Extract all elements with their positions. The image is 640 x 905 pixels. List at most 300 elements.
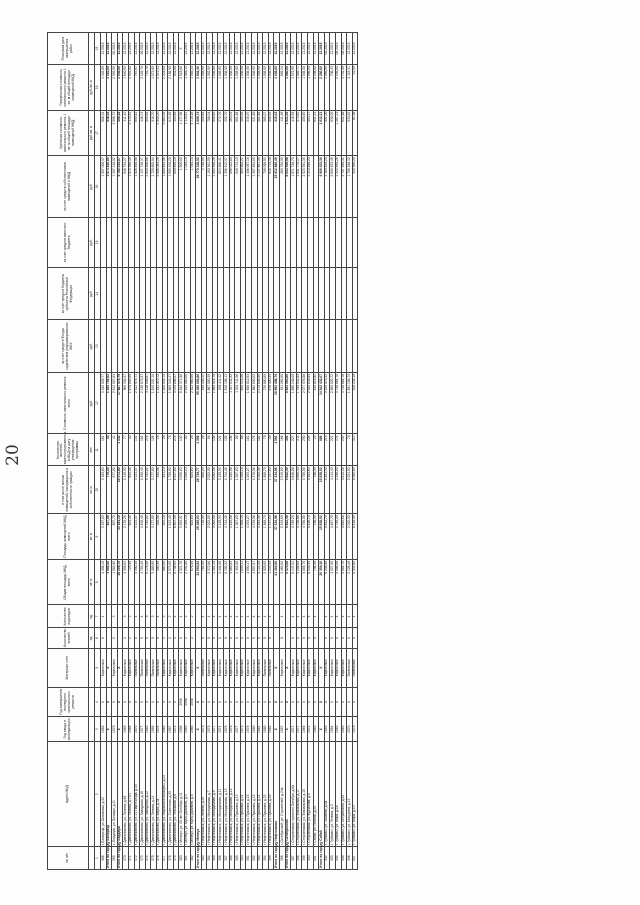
table-cell: X (307, 687, 313, 717)
table-cell: 1 038,00 (201, 65, 207, 111)
table-cell: 2 088 093,25 (156, 156, 162, 218)
table-cell: 4 758,66 (296, 514, 302, 560)
table-cell: Кирпичные (190, 648, 196, 687)
table-cell: 931,55 (173, 65, 179, 111)
table-cell: 2 136 872,97 (140, 372, 146, 434)
table-cell: 28 739,77 (196, 466, 202, 514)
table-cell: X (352, 687, 358, 717)
unit-cell: кв. м (89, 514, 95, 560)
table-cell: 5 (101, 628, 107, 649)
table-cell: 1989 (151, 717, 157, 742)
table-cell: 5 (212, 628, 218, 649)
table-cell: 5 383,60 (307, 466, 313, 514)
column-header: Предельная стоимость капитального ремонта 1 кв. м общей площади помещений МКД (48, 65, 89, 111)
table-cell: Кирпичные (291, 648, 297, 687)
table-cell: Кирпичные (101, 648, 107, 687)
table-cell: г. Нефтекамск, ул. Ленина, д.20 (201, 742, 207, 847)
table-cell: 1 550,16 (240, 514, 246, 560)
table-cell: 4 744,48 (224, 466, 230, 514)
table-cell: 5 (224, 628, 230, 649)
table-cell: 08.2015 (112, 33, 118, 65)
table-cell: 16 952 498,76 (274, 372, 280, 434)
table-cell: 404 (335, 847, 341, 870)
table-cell: 4 (156, 605, 162, 628)
table-cell: 382 (190, 847, 196, 870)
table-cell: Кирпичные (335, 648, 341, 687)
table-cell: 1982 (145, 717, 151, 742)
table-cell: 195 440,12 (201, 372, 207, 434)
table-cell: 930,82 (347, 110, 353, 156)
table-cell: 14 542 432,07 (319, 372, 325, 434)
table-cell: 1 891 186,70 (347, 372, 353, 434)
table-cell: 1975 (201, 717, 207, 742)
table-cell: г. Сибай, ул. Ленина, д.20 (313, 742, 319, 847)
table-cell: 2 (162, 605, 168, 628)
table-cell: 20 356,10 (319, 559, 325, 605)
table-cell: 1970 (347, 717, 353, 742)
table-cell: Панельные (201, 648, 207, 687)
unit-cell: кв. м (89, 466, 95, 514)
table-cell: 12.2015 (162, 33, 168, 65)
table-cell: X (313, 687, 319, 717)
table-cell: 176 (252, 434, 258, 466)
table-cell: 403 (330, 847, 336, 870)
table-cell: 1987 (280, 717, 286, 742)
table-cell: 5 (235, 628, 241, 649)
column-header: Год ввода в эксплуатацию (48, 717, 89, 742)
table-cell: X (246, 687, 252, 717)
table-cell: 12.2015 (134, 33, 140, 65)
table-cell: 181 (246, 434, 252, 466)
table-cell: 1970 (134, 717, 140, 742)
table-cell: 1 904,40 (196, 65, 202, 111)
table-cell: 3 350,10 (134, 559, 140, 605)
table-cell: 4 (352, 605, 358, 628)
table-cell: Кирпичные (313, 648, 319, 687)
table-cell: 29 372,80 (117, 466, 123, 514)
table-cell: 1 888,70 (263, 466, 269, 514)
table-cell: Итого по городу Белорецк (106, 824, 111, 868)
table-cell: Панельные (134, 648, 140, 687)
table-cell: 3 329 075,32 (324, 372, 330, 434)
table-cell: 1 477,58 (179, 110, 185, 156)
table-cell: 1 799 541,84 (296, 372, 302, 434)
column-header: Адрес МКД (48, 742, 89, 847)
table-cell: 690,42 (134, 110, 140, 156)
table-cell: 2008 (190, 687, 196, 717)
table-cell: 4 (218, 605, 224, 628)
table-cell: 1 387,80 (235, 466, 241, 514)
table-cell: 1 750,90 (168, 466, 174, 514)
table-cell: 1 725 693,54 (151, 156, 157, 218)
table-cell: 6 045,99 (307, 559, 313, 605)
table-cell: 12.2015 (207, 33, 213, 65)
table-cell: 38 206,70 (117, 559, 123, 605)
table-cell: 2 031,50 (347, 466, 353, 514)
table-cell: 2 (168, 605, 174, 628)
table-cell: 29 (190, 434, 196, 466)
table-cell: 1962 (162, 717, 168, 742)
table-cell: 505,62 (212, 110, 218, 156)
table-cell: 1 659 018,78 (212, 372, 218, 434)
table-cell: 400 (307, 847, 313, 870)
table-cell: 12.2015 (173, 33, 179, 65)
table-cell: 12.2015 (184, 33, 190, 65)
table-cell: 4 (252, 605, 258, 628)
table-cell: г. Нефтекамск, ул. Пушкина, д.21 (257, 742, 263, 847)
table-cell: X (341, 687, 347, 717)
table-cell: 1 038,00 (252, 65, 258, 111)
table-cell: 2 084,35 (162, 110, 168, 156)
table-cell: 1 356 912,07 (224, 156, 230, 218)
table-cell: 1977 (235, 717, 241, 742)
table-cell: 638,34 (106, 110, 112, 156)
table-cell: 1982 (268, 717, 274, 742)
table-cell: 5 (257, 628, 263, 649)
table-cell: 397 (291, 847, 297, 870)
table-cell: 3 125,03 (218, 514, 224, 560)
table-cell: Кирпичные (128, 648, 134, 687)
column-header: за счет средств бюджета субъекта Российской Федерации (48, 268, 89, 320)
table-cell: 1963 (184, 717, 190, 742)
table-cell: 676,40 (190, 559, 196, 605)
column-index-cell: 19 (95, 33, 101, 65)
table-cell: 3 177,90 (151, 466, 157, 514)
table-cell: 6 470,08 (285, 559, 291, 605)
column-header: Количество жителей, зарегистрированных в МКД на дату утверждения программы (48, 434, 89, 466)
table-cell: 211 (296, 434, 302, 466)
table-cell: 1 871 728,79 (291, 156, 297, 218)
table-cell: 2 (112, 628, 118, 649)
table-cell: 1 137,90 (268, 466, 274, 514)
table-cell: 1 493,05 (235, 559, 241, 605)
table-cell: 1 432,00 (101, 65, 107, 111)
table-cell: 5 (246, 628, 252, 649)
table-cell: 1969 (123, 717, 129, 742)
table-cell: 141,86 (280, 110, 286, 156)
table-cell: 12.2015 (123, 33, 129, 65)
table-cell: 12.2015 (347, 33, 353, 65)
table-cell: Панельные (263, 648, 269, 687)
table-cell: 08.2015 (341, 33, 347, 65)
table-cell: 1 572,90 (291, 65, 297, 111)
table-cell: 385 (212, 847, 218, 870)
table-cell: г. Туймазы, ул. Мира, д.10 (352, 742, 358, 847)
table-cell: 1 045,14 (190, 156, 196, 218)
table-cell: 140 (179, 434, 185, 466)
table-cell: 491 260,60 (280, 372, 286, 434)
unit-cell: чел. (89, 434, 95, 466)
table-cell: Кирпичные (112, 648, 118, 687)
table-cell: 1 640,00 (123, 65, 129, 111)
table-cell: 182 (257, 434, 263, 466)
table-cell: г. Давлеканово, ул. Тельмана, д.6 (173, 742, 179, 847)
table-cell: г. Давлеканово, ул. Мира, д.7а (156, 742, 162, 847)
table-cell: 5 632,70 (324, 514, 330, 560)
table-cell: 1 093 439,25 (168, 156, 174, 218)
table-cell: 2 029,10 (184, 514, 190, 560)
table-cell: 12.2015 (257, 33, 263, 65)
table-cell: 373,62 (296, 110, 302, 156)
table-cell: 4 (140, 605, 146, 628)
table-cell: 2 510 060,00 (184, 372, 190, 434)
table-cell: 200 (302, 434, 308, 466)
table-cell: Итого по городу Сибай (318, 830, 323, 868)
table-cell: г. Туймазы, ул. Ленина, д.3 (330, 742, 336, 847)
table-cell: 2 949,20 (156, 110, 162, 156)
table-cell: 399 (302, 847, 308, 870)
table-cell: 06.2015 (140, 33, 146, 65)
table-cell: 12.2015 (263, 33, 269, 65)
table-cell: 12.2015 (128, 33, 134, 65)
table-cell: 325 995,28 (352, 156, 358, 218)
table-cell: 2 (123, 628, 129, 649)
table-cell: 657,70 (112, 514, 118, 560)
table-cell: Кирпичные (302, 648, 308, 687)
table-cell: X (330, 687, 336, 717)
table-cell: 396 (280, 847, 286, 870)
table-cell: 61,58 (352, 110, 358, 156)
table-cell: 3 177,90 (151, 514, 157, 560)
table-cell: 468,18 (117, 110, 123, 156)
table-cell: 383 (201, 847, 207, 870)
table-cell: 2 528 638,80 (307, 372, 313, 434)
table-cell: 1969 (302, 717, 308, 742)
table-cell: 221 (330, 434, 336, 466)
table-cell: X (162, 687, 168, 717)
table-cell: 4 378,06 (252, 466, 258, 514)
table-cell: 2 538,84 (335, 65, 341, 111)
table-cell: 3 329,70 (140, 65, 146, 111)
table-cell: 5 (307, 628, 313, 649)
table-cell: X (285, 648, 291, 687)
table-cell: 1 898 248,00 (291, 372, 297, 434)
table-cell: 4 (302, 605, 308, 628)
column-header: Количество подъездов (48, 605, 89, 628)
column-header: Плановая дата завершения работ (48, 33, 89, 65)
table-cell: 5 (218, 628, 224, 649)
column-header: № п/п (48, 847, 89, 870)
table-cell: 402 (324, 847, 330, 870)
table-cell: Кирпичные (280, 648, 286, 687)
table-cell: X (235, 687, 241, 717)
table-cell: 6 176,50 (145, 559, 151, 605)
table-cell: 2 (128, 605, 134, 628)
table-cell: 2 512 960,00 (190, 372, 196, 434)
table-cell: 1 387,80 (235, 514, 241, 560)
table-cell: Кирпичные (218, 648, 224, 687)
table-cell: 385,53 (240, 110, 246, 156)
table-cell: 389 (235, 847, 241, 870)
table-cell: 2 023,00 (207, 514, 213, 560)
table-cell: 638,00 (330, 110, 336, 156)
table-cell: 779,40 (106, 466, 112, 514)
table-cell: 1 612,21 (319, 110, 325, 156)
table-cell: 2 178,26 (123, 514, 129, 560)
table-cell: X (117, 648, 123, 687)
table-cell (352, 320, 358, 372)
table-cell: 6 607,39 (173, 514, 179, 560)
table-cell: 4 (101, 605, 107, 628)
table-cell: 1 254 706,62 (106, 372, 112, 434)
table-cell: X (229, 687, 235, 717)
table-cell: X (112, 687, 118, 717)
table-cell: Кирпичные (162, 648, 168, 687)
table-cell: X (173, 687, 179, 717)
table-cell: X (196, 648, 202, 687)
table-cell: Кирпичные (207, 648, 213, 687)
table-cell: X (128, 687, 134, 717)
table-cell: 1 850 693,96 (162, 156, 168, 218)
table-cell: 3 489,90 (151, 559, 157, 605)
table-cell: 2008 (184, 687, 190, 717)
table-cell: 767,97 (134, 65, 140, 111)
table-cell: 5 (134, 628, 140, 649)
table-cell: 1 045,14 (184, 156, 190, 218)
table-cell: 1 119,67 (184, 110, 190, 156)
table-cell: 631,21 (313, 110, 319, 156)
table-cell: 416,59 (291, 110, 297, 156)
table-cell: 174 (335, 434, 341, 466)
table-cell: X (296, 687, 302, 717)
table-cell: 1974 (173, 717, 179, 742)
table-cell: 278 (145, 434, 151, 466)
table-cell: 2 910,60 (280, 466, 286, 514)
table-cell: 3 757 559,31 (341, 156, 347, 218)
table-cell: 368 (101, 847, 107, 870)
table-cell: 56 (235, 434, 241, 466)
table-cell: 4 (212, 605, 218, 628)
table-cell: 725,40 (128, 559, 134, 605)
table-cell: 706,30 (313, 466, 319, 514)
table-cell: X (117, 717, 123, 742)
table-cell: 1983 (341, 717, 347, 742)
column-index-cell: 13 (95, 320, 101, 372)
table-cell: 1968 (128, 717, 134, 742)
table-cell: 4 722,28 (257, 559, 263, 605)
table-cell: г. Туймазы, ул. Островского, д.32 (341, 742, 347, 847)
table-cell: 4 491,30 (324, 466, 330, 514)
table-cell: 4 (335, 605, 341, 628)
table-cell: 706,43 (330, 65, 336, 111)
table-cell: 2008 (179, 687, 185, 717)
column-header: за счет средств собственников помещений в МКД (48, 156, 89, 218)
table-cell: г. Нефтекамск, ул. Пушкина, д.15 (246, 742, 252, 847)
table-cell: 5 (145, 628, 151, 649)
table-cell: 377 (162, 847, 168, 870)
table-cell: X (257, 687, 263, 717)
table-cell: 375 (151, 847, 157, 870)
table-cell: Панельные (352, 648, 358, 687)
table-cell: 12.2015 (313, 33, 319, 65)
table-cell: Кирпичные (257, 648, 263, 687)
table-cell: 2 372,86 (207, 559, 213, 605)
table-cell: 131 (134, 434, 140, 466)
page-number-text: 20 (2, 444, 23, 466)
table-cell: 1964 (190, 717, 196, 742)
table-cell: 1 137,90 (268, 514, 274, 560)
table-cell: г. Давлеканово, ул. Советская, д.20 (168, 742, 174, 847)
table-cell: 624,46 (128, 466, 134, 514)
table-cell: 33 181,10 (117, 514, 123, 560)
table-cell: 1984 (330, 717, 336, 742)
table-cell: 4 744,48 (224, 514, 230, 560)
table-cell: 3 125,03 (218, 466, 224, 514)
table-cell: 2 (190, 628, 196, 649)
table-cell: 406 (347, 847, 353, 870)
table-cell: 3 353,91 (179, 514, 185, 560)
table-cell: 691,68 (235, 110, 241, 156)
table-cell: 6 537,84 (173, 466, 179, 514)
table-cell: 446,74 (140, 110, 146, 156)
column-header: за счет средств Фонда содействия реформированию ЖКХ (48, 320, 89, 372)
table-cell: 4 (263, 605, 269, 628)
table-cell: 5 190,22 (224, 559, 230, 605)
table-cell: 1 045,14 (184, 65, 190, 111)
table-cell: 9 843 563,80 (285, 372, 291, 434)
table-cell: 4 669,30 (296, 466, 302, 514)
table-cell: 1979 (246, 717, 252, 742)
table-cell: 1983 (313, 717, 319, 742)
table-cell: 369 (112, 847, 118, 870)
table-cell: Кирпичные (179, 648, 185, 687)
table-cell: 321,65 (252, 110, 258, 156)
table-cell: 896 022,84 (229, 156, 235, 218)
table-cell: 1 669,74 (196, 110, 202, 156)
table-cell: X (101, 687, 107, 717)
unit-cell: руб./кв. м (89, 110, 95, 156)
table-cell: 33 093,52 (196, 559, 202, 605)
table-cell: г. Давлеканово, ул. Заводская, д.22 (145, 742, 151, 847)
table-cell: 2 149,00 (123, 466, 129, 514)
table-cell: 8 147,51 (291, 559, 297, 605)
table-cell: 4 783,20 (140, 559, 146, 605)
table-cell: 493,17 (307, 110, 313, 156)
table-cell: 1 038,00 (268, 65, 274, 111)
table-cell: 1 867 050,39 (207, 372, 213, 434)
table-cell: 706,30 (313, 559, 319, 605)
table-cell: 4 (240, 605, 246, 628)
table-cell: г. Давлеканово, ул. Заводская, д.18 (140, 742, 146, 847)
table-cell: 4 (224, 605, 230, 628)
table-cell: 184 (140, 434, 146, 466)
table-cell: 12.2015 (168, 33, 174, 65)
table-cell: 5 792,82 (145, 514, 151, 560)
table-cell: 5 (156, 628, 162, 649)
table-cell: 518,70 (151, 110, 157, 156)
table-cell: 5 (302, 628, 308, 649)
table-cell: 4 (313, 605, 319, 628)
table-cell: 5 792,82 (145, 466, 151, 514)
table-cell: 5 426,14 (307, 514, 313, 560)
table-cell: 3 492,96 (229, 466, 235, 514)
column-header: Количество этажей (48, 628, 89, 649)
table-cell: 4 (201, 605, 207, 628)
table-cell: 09.2015 (324, 33, 330, 65)
table-cell: 2 077 076,86 (302, 372, 308, 434)
table-cell: 4 408,49 (140, 514, 146, 560)
table-cell: 1971 (291, 717, 297, 742)
table-cell: 1976 (224, 717, 230, 742)
table-cell: X (201, 687, 207, 717)
table-cell: 12.2015 (246, 33, 252, 65)
table-cell: 263,01 (229, 110, 235, 156)
table-cell: 3 444,05 (218, 559, 224, 605)
table-cell: X (285, 717, 291, 742)
table-cell: 481,89 (257, 110, 263, 156)
table-cell: г. Стерлитамак, ул. Вокзальная, д.17 (296, 742, 302, 847)
table-cell: 2 224,60 (162, 65, 168, 111)
